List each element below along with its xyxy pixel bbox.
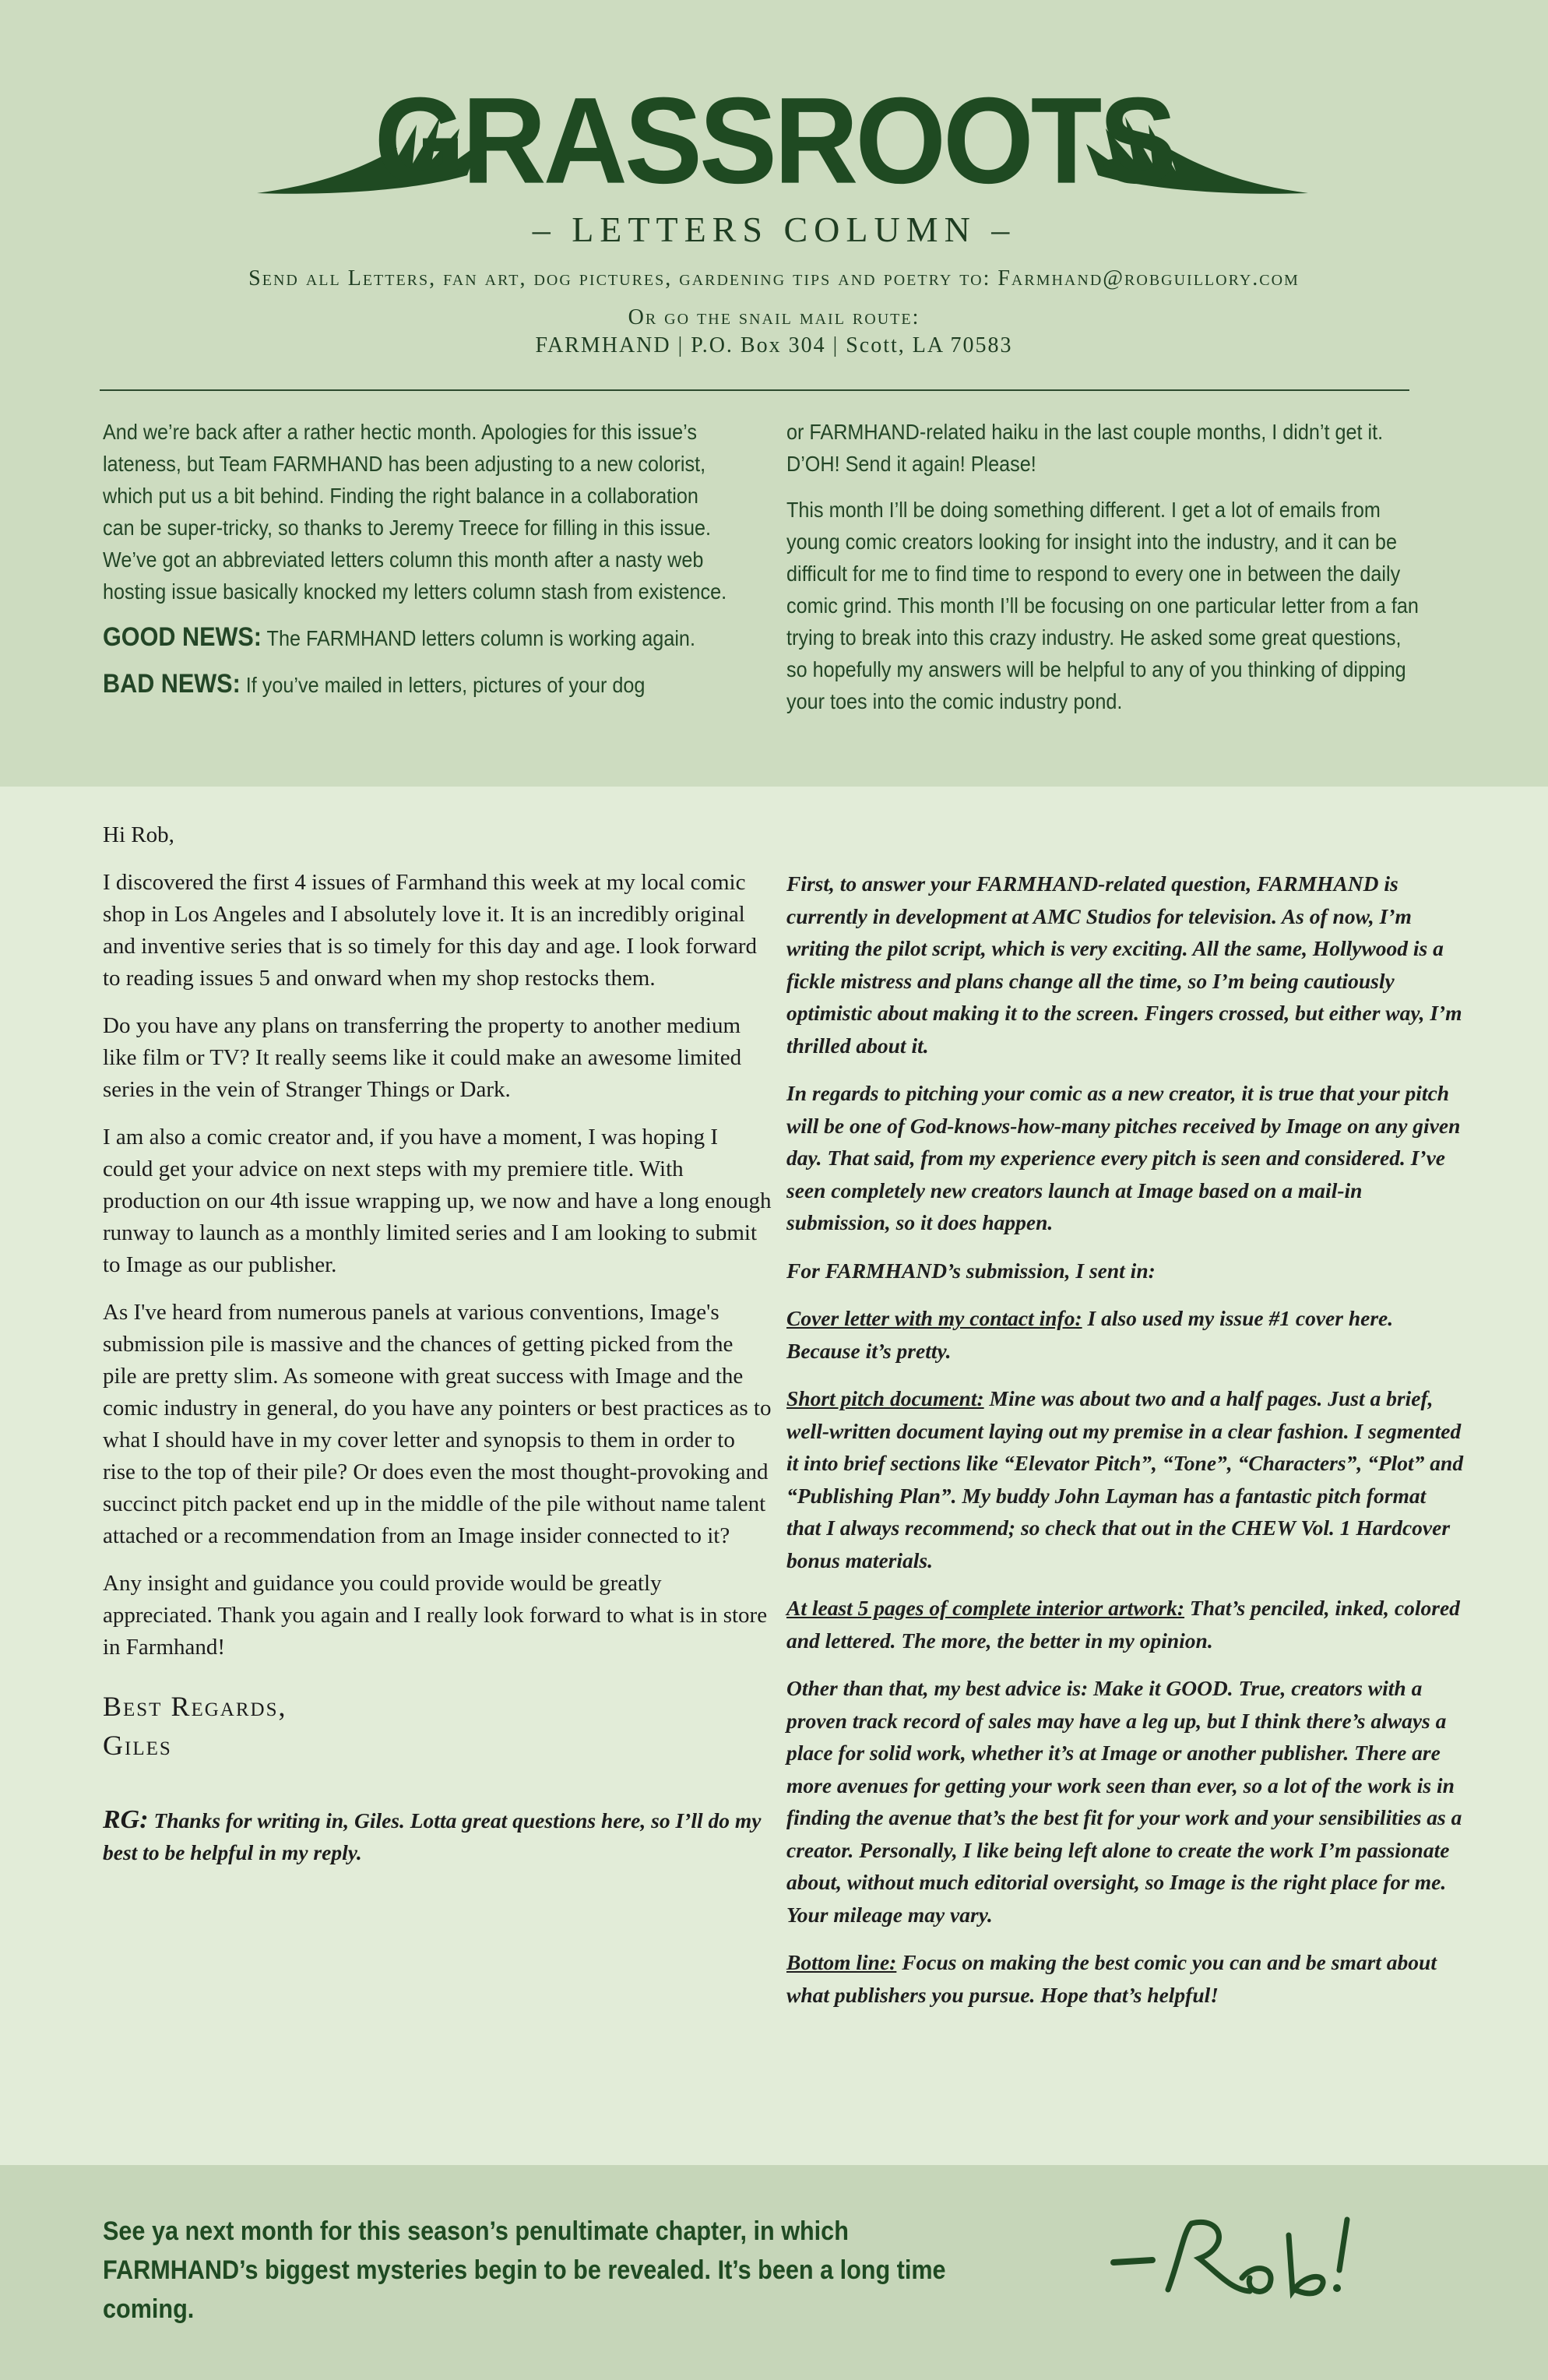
letter-p4: As I've heard from numerous panels at various conventions, Image's submission pile is massive and the chances of getting picked from the pile are pretty slim. As someone with great success with Image and the comic industry in general, do you have any pointers or best practices as to what I should have in my cover letter and synopsis to them in order to rise to the top of their pile? Or does even the most thought-provoking and succinct pitch packet end up in the middle of the pile without name talent attached or a recommendation from an Image insider connected to it? <box>103 1300 772 1548</box>
letter-signoff <box>103 1687 772 1765</box>
intro-left-column <box>103 416 734 715</box>
reply-bottom-line <box>786 1946 1464 2011</box>
rg-initials: RG: <box>103 1805 149 1834</box>
bad-news-label: BAD NEWS: <box>103 669 241 699</box>
good-news-label: GOOD NEWS: <box>103 622 262 652</box>
letter-greeting: Hi Rob, <box>103 822 174 847</box>
reply-p1: First, to answer your FARMHAND-related question, FARMHAND is currently in development at AMC Studios for television. As of now, I’m writing the pilot script, which is very exciting. All the same, Hollywood is a fickle mistress and plans change all the time, so I’m being cautiously optimistic about making it to the screen. Fingers crossed, but either way, I’m thrilled about it. <box>786 871 1462 1058</box>
intro-right-p2: This month I’ll be doing something different. I get a lot of emails from young comic creators looking for insight into the industry, and it can be difficult for me to find time to respond to every one in between the daily comic grind. This month I’ll be focusing on one particular letter from a fan trying to break into this crazy industry. He asked some great questions, so hopefully my answers will be helpful to any of you thinking of dipping your toes into the comic industry pond. <box>786 498 1419 713</box>
reply-p2: In regards to pitching your comic as a new creator, it is true that your pitch will be one of God-knows-how-many pitches received by Image on any given day. That said, from my experience every pitch is seen and considered. I’ve seen completely new creators launch at Image based on a mail-in submission, so it does happen. <box>786 1081 1461 1234</box>
intro-right-p1: or FARMHAND-related haiku in the last couple months, I didn’t get it. D’OH! Send it again! Please! <box>786 420 1384 476</box>
bad-news <box>103 668 734 701</box>
item1-label: Cover letter with my contact info: <box>786 1306 1082 1330</box>
reply-item-cover-letter <box>786 1302 1464 1367</box>
fan-letter <box>103 819 772 1884</box>
snail-mail-line: Or go the snail mail route: <box>628 305 920 329</box>
bottom-label: Bottom line: <box>786 1950 897 1974</box>
rg-response-intro <box>103 1804 772 1868</box>
mailing-address: FARMHAND | P.O. Box 304 | Scott, LA 70583 <box>535 333 1013 357</box>
item1-text: I also used my issue #1 cover here. Because it’s pretty. <box>786 1306 1394 1363</box>
reply-item-artwork <box>786 1592 1464 1656</box>
rg-text: Thanks for writing in, Giles. Lotta great questions here, so I’ll do my best to be helpful in my reply. <box>103 1808 762 1864</box>
letter-p1: I discovered the first 4 issues of Farmhand this week at my local comic shop in Los Angeles and I absolutely love it. It is an incredibly original and inventive series that is so timely for this day and age. I look forward to reading issues 5 and onward when my shop restocks them. <box>103 870 757 991</box>
reply-item-pitch <box>786 1382 1464 1576</box>
item2-text: Mine was about two and a half pages. Just a brief, well-written document laying out my premise in a clear fashion. I segmented it into brief sections like “Elevator Pitch”, “Tone”, “Characters”, “Plot” and “Publishing Plan”. My buddy John Layman has a fantastic pitch format that I always recommend; so check that out in the CHEW Vol. 1 Hardcover bonus materials. <box>786 1386 1464 1572</box>
closing-message: See ya next month for this season’s penultimate chapter, in which FARMHAND’s biggest mysteries begin to be revealed. It’s been a long time coming. <box>103 2216 946 2324</box>
letter-p2: Do you have any plans on transferring the property to another medium like film or TV? It really seems like it could make an awesome limited series in the vein of Stranger Things or Dark. <box>103 1013 742 1102</box>
reply-column <box>786 868 1464 2026</box>
reply-p4: Other than that, my best advice is: Make it GOOD. True, creators with a proven track record of sales may have a leg up, but I think there’s always a place for solid work, whether it’s at Image or another publisher. There are more avenues for getting your work seen than ever, so a lot of the work is in finding the avenue that’s the best fit for your work and your sensibilities as a creator. Personally, I like being left alone to create the work I’m passionate about, without much editorial oversight, so Image is the right place for me. Your mileage may vary. <box>786 1676 1462 1927</box>
signature-icon <box>1106 2204 1378 2313</box>
send-instructions: Send all Letters, fan art, dog pictures, gardening tips and poetry to: Farmhand@robguillory.com <box>248 266 1300 290</box>
bad-news-text: If you’ve mailed in letters, pictures of your dog <box>245 673 646 697</box>
good-news-text: The FARMHAND letters column is working again. <box>266 626 695 650</box>
signoff-text: Best Regards, <box>103 1691 287 1722</box>
intro-right-column <box>786 416 1424 731</box>
item3-text: That’s penciled, inked, colored and lettered. The more, the better in my opinion. <box>786 1596 1460 1653</box>
logo-title: GRASSROOTS <box>374 71 1174 209</box>
intro-paragraph: And we’re back after a rather hectic month. Apologies for this issue’s lateness, but Team FARMHAND has been adjusting to a new colorist, which put us a bit behind. Finding the right balance in a collaboration can be super-tricky, so thanks to Jeremy Treece for filling in this issue. We’ve got an abbreviated letters column this month after a nasty web hosting issue basically knocked my letters column stash from existence. <box>103 420 727 604</box>
letter-p3: I am also a comic creator and, if you have a moment, I was hoping I could get your advice on next steps with my premiere title. With production on our 4th issue wrapping up, we now and have a long enough runway to launch as a monthly limited series and I am looking to submit to Image as our publisher. <box>103 1125 772 1277</box>
reply-p3: For FARMHAND’s submission, I sent in: <box>786 1258 1156 1283</box>
column-subtitle: – LETTERS COLUMN – <box>532 209 1016 249</box>
signer-name: Giles <box>103 1730 172 1761</box>
bottom-text: Focus on making the best comic you can and be smart about what publishers you pursue. Hope that’s helpful! <box>786 1950 1437 2007</box>
item2-label: Short pitch document: <box>786 1386 984 1410</box>
header-divider <box>100 389 1409 391</box>
item3-label: At least 5 pages of complete interior artwork: <box>786 1596 1185 1620</box>
letter-p5: Any insight and guidance you could provide would be greatly appreciated. Thank you again and I really look forward to what is in store in Farmhand! <box>103 1571 768 1660</box>
good-news <box>103 621 734 654</box>
